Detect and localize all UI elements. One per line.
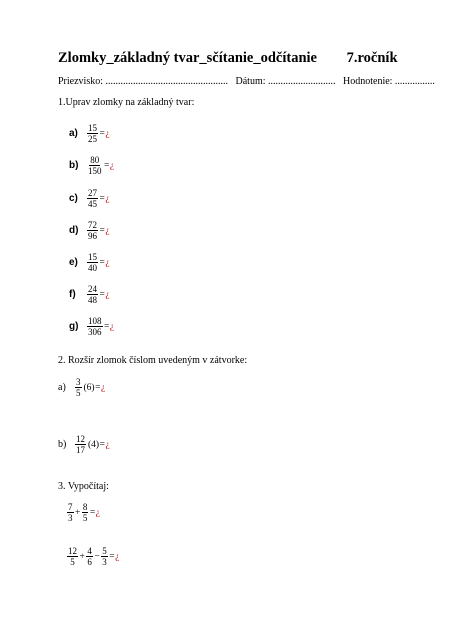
denominator: 3 — [68, 513, 73, 523]
item-label: b) — [58, 439, 67, 450]
section-2-heading: 2. Rozšír zlomok číslom uvedeným v zátvorke: — [58, 355, 248, 366]
numerator: 72 — [88, 220, 97, 230]
equals-sign: = — [99, 193, 105, 204]
answer-placeholder: ¿ — [95, 507, 100, 518]
expansion-factor: (6) — [83, 382, 95, 393]
numerator: 15 — [88, 252, 97, 262]
grade-field: Hodnotenie: ................ — [343, 76, 435, 87]
fraction — [82, 502, 89, 523]
denominator: 3 — [102, 557, 107, 567]
numerator: 5 — [102, 546, 107, 556]
student-info-line — [58, 76, 435, 87]
answer-placeholder: ¿ — [100, 382, 106, 393]
exercise-1f — [69, 284, 110, 305]
fraction — [87, 252, 98, 273]
plus-sign: + — [79, 551, 85, 562]
date-field: Dátum: ........................... — [235, 76, 336, 87]
fraction — [86, 546, 93, 567]
numerator: 15 — [88, 123, 97, 133]
numerator: 7 — [68, 502, 73, 512]
item-label: c) — [69, 193, 78, 204]
fraction — [87, 220, 98, 241]
minus-sign: − — [94, 551, 100, 562]
exercise-1b — [69, 155, 114, 176]
denominator: 306 — [88, 327, 102, 337]
denominator: 25 — [88, 134, 97, 144]
fraction — [67, 502, 74, 523]
item-label: f) — [69, 289, 76, 300]
plus-sign: + — [75, 507, 81, 518]
section-3-heading: 3. Vypočítaj: — [58, 481, 109, 492]
equals-sign: = — [99, 289, 105, 300]
answer-placeholder: ¿ — [109, 160, 115, 171]
answer-placeholder: ¿ — [105, 128, 110, 139]
denominator: 5 — [82, 513, 88, 523]
answer-placeholder: ¿ — [105, 225, 110, 236]
expansion-factor: (4) — [88, 439, 100, 450]
exercise-3-expression-2 — [66, 546, 119, 567]
item-label: a) — [58, 382, 66, 393]
exercise-2a — [58, 377, 105, 398]
equals-sign: = — [109, 551, 115, 562]
denominator: 96 — [88, 231, 97, 241]
answer-placeholder: ¿ — [109, 321, 115, 332]
equals-sign: = — [99, 225, 105, 236]
grade-level: 7.ročník — [346, 50, 398, 66]
surname-field: Priezvisko: ................................................. — [58, 76, 228, 87]
item-label: g) — [69, 321, 79, 332]
numerator: 8 — [82, 502, 88, 512]
exercise-2b — [58, 434, 110, 455]
numerator: 27 — [88, 188, 97, 198]
title-text: Zlomky_základný tvar_sčítanie_odčítanie — [58, 50, 317, 66]
fraction — [87, 155, 103, 176]
section-1-heading: 1.Uprav zlomky na základný tvar: — [58, 97, 195, 108]
equals-sign: = — [99, 439, 105, 450]
item-label: b) — [69, 160, 79, 171]
page-title — [58, 50, 398, 67]
denominator: 5 — [76, 388, 81, 398]
denominator: 40 — [88, 263, 97, 273]
item-label: a) — [69, 128, 78, 139]
fraction — [87, 123, 98, 144]
exercise-1d — [69, 220, 110, 241]
exercise-1e — [69, 252, 110, 273]
equals-sign: = — [95, 382, 101, 393]
item-label: e) — [69, 257, 78, 268]
fraction — [75, 377, 82, 398]
exercise-1a — [69, 123, 110, 144]
exercise-3-expression-1 — [66, 502, 100, 523]
fraction — [75, 434, 86, 455]
numerator: 24 — [88, 284, 97, 294]
answer-placeholder: ¿ — [105, 289, 110, 300]
fraction — [87, 188, 98, 209]
numerator: 12 — [68, 546, 77, 556]
fraction — [87, 316, 103, 337]
numerator: 80 — [90, 155, 100, 165]
denominator: 17 — [76, 445, 85, 455]
fraction — [87, 284, 98, 305]
numerator: 108 — [88, 316, 102, 326]
equals-sign: = — [104, 160, 110, 171]
equals-sign: = — [99, 257, 105, 268]
answer-placeholder: ¿ — [105, 439, 110, 450]
numerator: 12 — [76, 434, 85, 444]
numerator: 4 — [87, 546, 92, 556]
fraction — [67, 546, 78, 567]
answer-placeholder: ¿ — [105, 193, 110, 204]
exercise-1c — [69, 188, 110, 209]
denominator: 48 — [88, 295, 97, 305]
answer-placeholder: ¿ — [105, 257, 110, 268]
equals-sign: = — [89, 507, 96, 518]
item-label: d) — [69, 225, 79, 236]
denominator: 6 — [87, 557, 92, 567]
fraction — [101, 546, 108, 567]
equals-sign: = — [99, 128, 105, 139]
answer-placeholder: ¿ — [115, 551, 120, 562]
denominator: 5 — [70, 557, 75, 567]
equals-sign: = — [104, 321, 110, 332]
exercise-1g — [69, 316, 114, 337]
denominator: 45 — [88, 199, 97, 209]
denominator: 150 — [88, 166, 102, 176]
numerator: 3 — [76, 377, 81, 387]
